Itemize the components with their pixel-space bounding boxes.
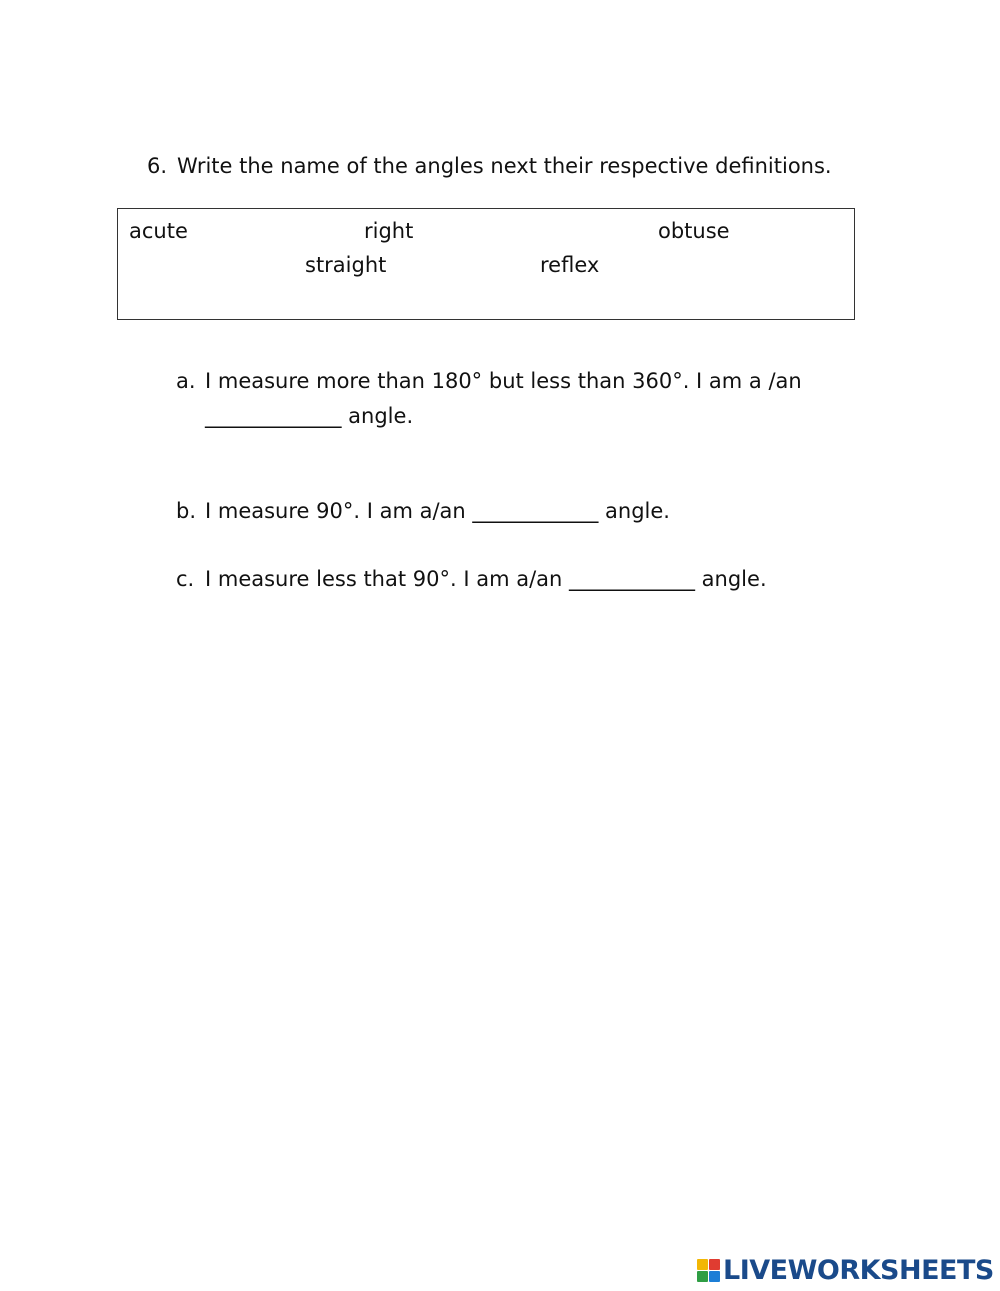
- item-b-text[interactable]: I measure 90°. I am a/an ____________ angle.: [205, 499, 670, 523]
- logo-square-blue: [709, 1271, 720, 1282]
- question-prompt: Write the name of the angles next their respective definitions.: [177, 154, 832, 178]
- word-bank-straight: straight: [305, 253, 387, 277]
- item-c-letter: c.: [176, 567, 195, 591]
- word-bank-box: [117, 208, 855, 320]
- item-b: [176, 494, 670, 529]
- logo-text: LIVEWORKSHEETS: [723, 1254, 994, 1286]
- item-c-text[interactable]: I measure less that 90°. I am a/an ____________ angle.: [205, 567, 767, 591]
- question-number: 6.: [147, 154, 168, 178]
- word-bank-obtuse: obtuse: [658, 219, 730, 243]
- item-a: [176, 364, 802, 434]
- question-heading: [147, 154, 832, 178]
- item-c: [176, 562, 767, 597]
- word-bank-right: right: [364, 219, 414, 243]
- item-a-line1: I measure more than 180° but less than 360°. I am a /an: [205, 369, 802, 393]
- logo-square-green: [697, 1271, 708, 1282]
- word-bank-reflex: reflex: [540, 253, 600, 277]
- liveworksheets-logo: [697, 1253, 994, 1287]
- item-a-letter: a.: [176, 369, 196, 393]
- logo-square-red: [709, 1259, 720, 1270]
- logo-mark-icon: [697, 1259, 720, 1282]
- word-bank-acute: acute: [129, 219, 188, 243]
- item-b-letter: b.: [176, 499, 197, 523]
- logo-square-yellow: [697, 1259, 708, 1270]
- item-a-line2[interactable]: _____________ angle.: [205, 404, 414, 428]
